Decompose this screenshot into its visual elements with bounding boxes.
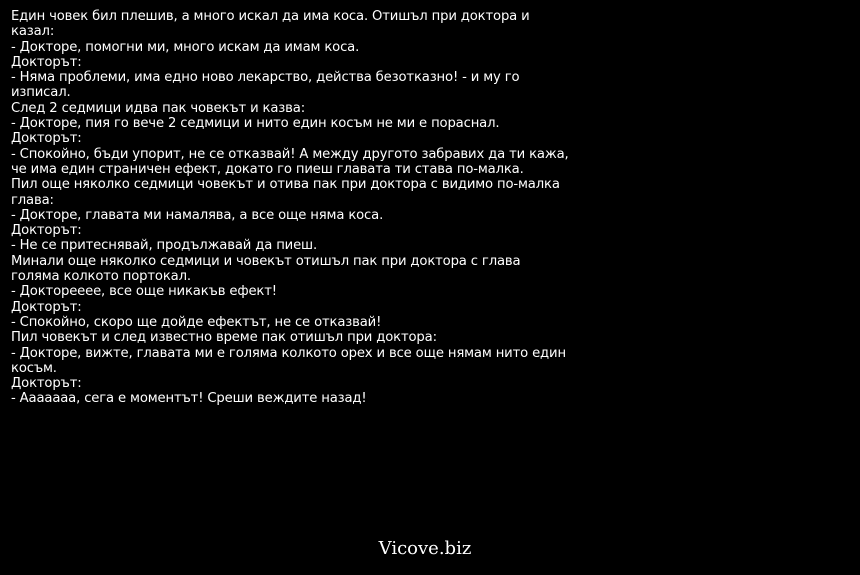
joke-line: Докторът:	[11, 54, 82, 70]
joke-line: - Спокойно, скоро ще дойде ефектът, не се отказвай!	[11, 314, 382, 330]
joke-line: - Аааааaа, сега е моментът! Среши веждите назад!	[11, 391, 367, 407]
joke-line: Пил още няколко седмици човекът и отива пак при доктора с видимо по-малка глава:	[11, 177, 564, 208]
joke-line: След 2 седмици идва пак човекът и казва:	[11, 100, 305, 116]
joke-line: - Доктореееe, все още никакъв ефект!	[11, 284, 277, 300]
joke-line: - Докторе, помогни ми, много искам да имам коса.	[11, 39, 360, 55]
joke-line: - Докторе, пия го вече 2 седмици и нито един косъм не ми е пораснал.	[11, 116, 500, 132]
site-watermark: Vicove.biz	[378, 538, 472, 559]
joke-line: - Докторе, вижте, главата ми е голяма колкото орех и все още нямам нито един косъм.	[11, 345, 570, 376]
joke-line: Минали още няколко седмици и човекът отишъл пак при доктора с глава голяма колкото портокал.	[11, 253, 525, 285]
joke-line: - Спокойно, бъди упорит, не се отказвай! А между другото забравих да ти кажа, че има един страничен ефект, докато го пиеш главата ти става по-малка.	[11, 146, 573, 177]
joke-line: Докторът:	[11, 299, 82, 315]
joke-line: - Не се притеснявай, продължавай да пиеш.	[11, 238, 318, 254]
joke-line: - Няма проблеми, има едно ново лекарство, действа безотказно! - и му го изписал.	[11, 70, 524, 101]
joke-line: Докторът:	[11, 376, 82, 392]
joke-line: Докторът:	[11, 131, 82, 147]
joke-line: Пил човекът и след известно време пак отишъл при доктора:	[11, 330, 437, 346]
joke-line: Един човек бил плешив, а много искал да има коса. Отишъл при доктора и казал:	[11, 9, 534, 40]
joke-line: Докторът:	[11, 223, 82, 239]
joke-line: - Докторе, главата ми намалява, а все още няма коса.	[11, 207, 384, 223]
joke-text	[11, 9, 571, 407]
